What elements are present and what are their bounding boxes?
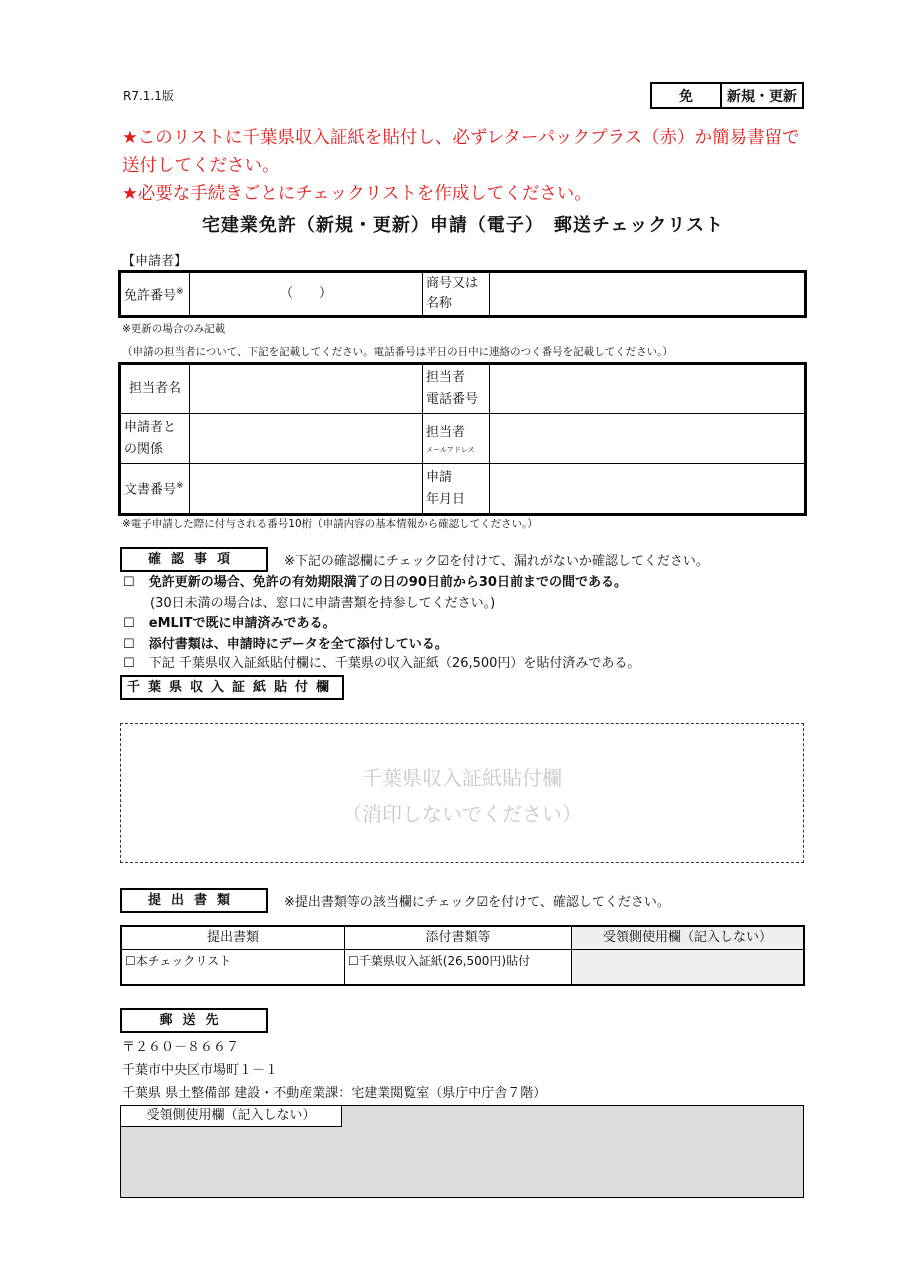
docno-label: 文書番号	[124, 482, 177, 498]
asterisk-mark: ※	[176, 481, 184, 492]
relation-label: 申請者との関係	[121, 414, 190, 464]
mail-label-2: メールアドレス	[426, 445, 475, 454]
mail-label-cell	[423, 414, 490, 464]
confirm-item-4-text: 下記 千葉県収入証紙貼付欄に、千葉県の収入証紙（26,500円）を貼付済みである。	[148, 656, 641, 671]
stamp-placeholder-1: 千葉県収入証紙貼付欄	[362, 766, 562, 790]
confirm-item-1-subnote: (30日未満の場合は、窓口に申請書類を持参してください。)	[150, 596, 496, 611]
docno-field[interactable]	[190, 464, 423, 514]
confirm-item-1-text: 免許更新の場合、免許の有効期限満了の日の90日前から30日前までの間である。	[148, 575, 627, 590]
phone-field[interactable]	[490, 365, 805, 414]
mailing-dept: 千葉県 県土整備部 建設・不動産業課：宅建業閲覧室（県庁中庁舎７階）	[122, 1086, 547, 1101]
stamp-placeholder-2: （消印しないでください）	[342, 802, 582, 826]
submission-header-attach: 添付書類等	[345, 926, 572, 950]
docno-note: ※電子申請した際に付与される番号10桁（申請内容の基本情報から確認してください。）	[122, 518, 538, 530]
confirm-item-2[interactable]	[123, 612, 336, 631]
stamp-area[interactable]	[120, 723, 804, 863]
license-no-label: 免許番号	[124, 288, 177, 304]
docno-label-cell	[121, 464, 190, 514]
notice-line-1: ★このリストに千葉県収入証紙を貼付し、必ずレターパックプラス（赤）か簡易書留で送付してください。	[122, 128, 800, 176]
mail-field[interactable]	[490, 414, 805, 464]
confirm-heading: 確認事項	[120, 547, 268, 572]
mailing-address: 千葉市中央区市場町１－１	[122, 1063, 279, 1078]
checkbox-icon[interactable]: ☐	[123, 616, 135, 631]
receiver-use-label: 受領側使用欄（記入しない）	[120, 1105, 342, 1127]
submission-instruction: ※提出書類等の該当欄にチェック☑を付けて、確認してください。	[284, 895, 670, 910]
confirm-instruction: ※下記の確認欄にチェック☑を付けて、漏れがないか確認してください。	[284, 554, 709, 569]
applicant-section-label: 【申請者】	[122, 254, 188, 269]
submission-receiver-cell	[572, 950, 805, 985]
checkbox-icon[interactable]: ☐	[123, 637, 135, 652]
license-no-label-cell	[121, 273, 190, 316]
license-no-field[interactable]	[190, 273, 423, 316]
renewal-note: ※更新の場合のみ記載	[122, 323, 226, 335]
submission-checklist-item[interactable]: ☐本チェックリスト	[121, 950, 345, 985]
date-label-cell	[423, 464, 490, 514]
mailing-postal: 〒２６０－８６６７	[122, 1040, 240, 1055]
confirm-item-1[interactable]	[123, 571, 627, 590]
notice-block	[122, 124, 802, 208]
applicant-table	[120, 272, 805, 316]
version-label: R7.1.1版	[123, 89, 174, 103]
phone-label-cell	[423, 365, 490, 414]
checkbox-icon[interactable]: ☐	[123, 575, 135, 590]
asterisk-mark: ※	[176, 286, 184, 297]
submission-stamp-item[interactable]: ☐千葉県収入証紙(26,500円)貼付	[345, 950, 572, 985]
license-no-value: （ ）	[279, 286, 332, 301]
page-title: 宅建業免許（新規・更新）申請（電子） 郵送チェックリスト	[201, 215, 725, 236]
notice-line-2: ★必要な手続きごとにチェックリストを作成してください。	[122, 184, 592, 204]
person-name-label: 担当者名	[121, 365, 190, 414]
confirm-item-3[interactable]	[123, 633, 448, 652]
tag-exempt: 免	[651, 83, 721, 108]
submission-header-receiver: 受領側使用欄（記入しない）	[572, 926, 805, 950]
checkbox-icon[interactable]: ☐	[123, 656, 135, 671]
confirm-item-3-text: 添付書類は、申請時にデータを全て添付している。	[148, 637, 448, 652]
phone-label-1: 担当者	[426, 370, 466, 385]
date-field[interactable]	[490, 464, 805, 514]
phone-label-2: 電話番号	[426, 392, 479, 407]
submission-table	[120, 925, 805, 986]
confirm-item-2-text: eMLITで既に申請済みである。	[148, 616, 336, 631]
contact-table	[120, 364, 805, 514]
submission-header-docs: 提出書類	[121, 926, 345, 950]
confirm-item-4[interactable]	[123, 652, 640, 671]
person-name-field[interactable]	[190, 365, 423, 414]
date-label-1: 申請	[426, 469, 453, 485]
contact-note: （申請の担当者について、下記を記載してください。電話番号は平日の日中に連絡のつく番号を記載してください。）	[122, 346, 673, 358]
relation-field[interactable]	[190, 414, 423, 464]
submission-heading: 提出書類	[120, 888, 268, 913]
mailing-heading: 郵送先	[120, 1008, 268, 1033]
mail-label-1: 担当者	[426, 424, 466, 440]
date-label-2: 年月日	[426, 491, 466, 507]
trade-name-label: 商号又は名称	[423, 273, 490, 316]
license-type-tag	[650, 82, 804, 109]
trade-name-field[interactable]	[490, 273, 805, 316]
stamp-heading: 千葉県収入証紙貼付欄	[120, 675, 344, 700]
tag-new-renewal: 新規・更新	[721, 83, 803, 108]
